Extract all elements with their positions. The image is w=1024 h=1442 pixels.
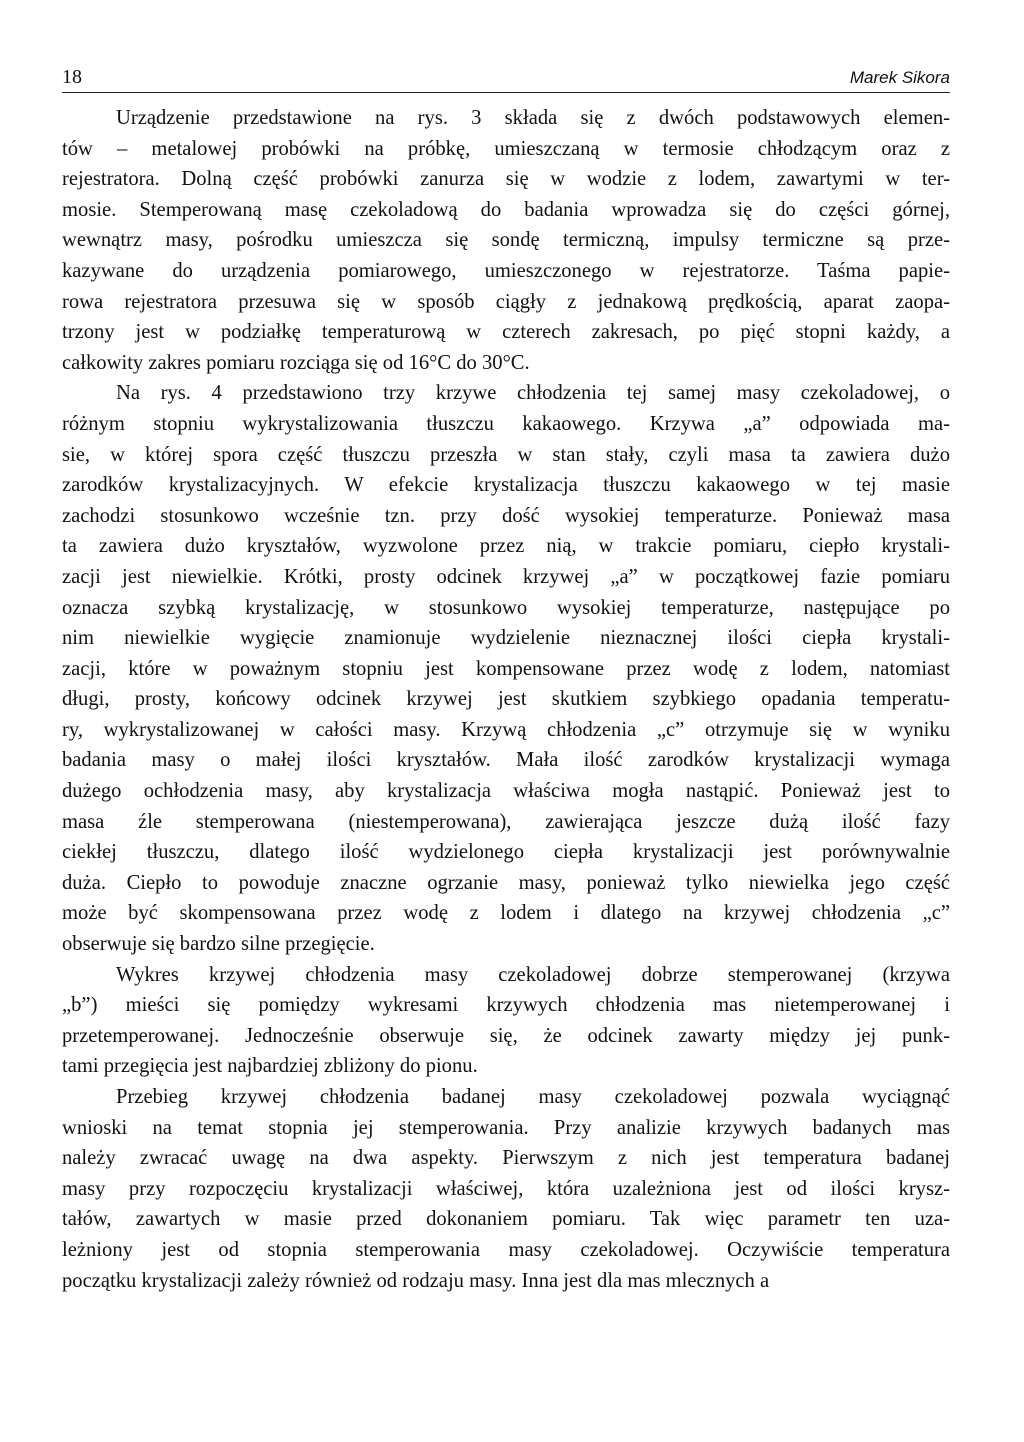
text-line: mosie. Stemperowaną masę czekoladową do badania wprowadza się do części górnej, [62,198,950,221]
text-line: badania masy o małej ilości kryształów. Mała ilość zarodków krystalizacji wymaga [62,749,950,772]
text-line: ta zawiera dużo kryształów, wyzwolone przez nią, w trakcie pomiaru, ciepło krystali- [62,535,950,558]
text-line: wewnątrz masy, pośrodku umieszcza się sondę termiczną, impulsy termiczne są prze- [62,229,950,252]
text-line: tów – metalowej probówki na próbkę, umieszczaną w termosie chłodzącym oraz z [62,137,950,160]
book-page [62,62,950,1296]
text-line: należy zwracać uwagę na dwa aspekty. Pierwszym z nich jest temperatura badanej [62,1147,950,1170]
text-line: tami przegięcia jest najbardziej zbliżony do pionu. [62,1055,478,1078]
text-line: długi, prosty, końcowy odcinek krzywej jest skutkiem szybkiego opadania temperatu- [62,688,950,711]
text-line: zacji, które w poważnym stopniu jest kompensowane przez wodę z lodem, natomiast [62,657,950,680]
text-line: rowa rejestratora przesuwa się w sposób ciągły z jednakową prędkością, aparat zaopa- [62,290,950,313]
text-line: Urządzenie przedstawione na rys. 3 składa się z dwóch podstawowych elemen- [116,107,950,129]
running-header [62,62,950,93]
text-line: zarodków krystalizacyjnych. W efekcie krystalizacja tłuszczu kakaowego w tej masie [62,474,950,497]
text-line: trzony jest w podziałkę temperaturową w czterech zakresach, po pięć stopni każdy, a [62,321,950,344]
text-line: sie, w której spora część tłuszczu przeszła w stan stały, czyli masa ta zawiera dużo [62,443,950,466]
paragraph [62,960,950,1082]
text-line: może być skompensowana przez wodę z lodem i dlatego na krzywej chłodzenia „c” [62,902,950,925]
text-line: nim niewielkie wygięcie znamionuje wydzielenie nieznacznej ilości ciepła krystali- [62,627,950,650]
text-line: zacji jest niewielkie. Krótki, prosty odcinek krzywej „a” w początkowej fazie pomiaru [62,565,950,588]
page-number: 18 [62,66,82,88]
text-line: całkowity zakres pomiaru rozciąga się od 16°C do 30°C. [62,351,530,374]
body-text [62,103,950,1296]
text-line: kazywane do urządzenia pomiarowego, umieszczonego w rejestratorze. Taśma papie- [62,259,950,282]
text-line: „b”) mieści się pomiędzy wykresami krzywych chłodzenia mas nietemperowanej i [62,994,950,1017]
text-line: rejestratora. Dolną część probówki zanurza się w wodzie z lodem, zawartymi w ter- [62,168,950,191]
text-line: leżniony jest od stopnia stemperowania masy czekoladowej. Oczywiście temperatura [62,1238,950,1261]
text-line: zachodzi stosunkowo wcześnie tzn. przy dość wysokiej temperaturze. Ponieważ masa [62,504,950,527]
text-line: ry, wykrystalizowanej w całości masy. Krzywą chłodzenia „c” otrzymuje się w wyniku [62,718,950,741]
text-line: różnym stopniu wykrystalizowania tłuszczu kakaowego. Krzywa „a” odpowiada ma- [62,412,950,435]
text-line: tałów, zawartych w masie przed dokonaniem pomiaru. Tak więc parametr ten uza- [62,1208,950,1231]
paragraph [62,378,950,959]
text-line: Przebieg krzywej chłodzenia badanej masy czekoladowej pozwala wyciągnąć [116,1086,950,1108]
paragraph [62,1082,950,1296]
text-line: Wykres krzywej chłodzenia masy czekoladowej dobrze stemperowanej (krzywa [116,963,950,986]
paragraph [62,103,950,378]
text-line: wnioski na temat stopnia jej stemperowania. Przy analizie krzywych badanych mas [62,1116,950,1139]
text-line: dużego ochłodzenia masy, aby krystalizacja właściwa mogła nastąpić. Ponieważ jest to [62,780,950,803]
running-header-author: Marek Sikora [849,68,950,87]
text-line: masy przy rozpoczęciu krystalizacji właściwej, która uzależniona jest od ilości krysz- [62,1177,950,1200]
text-line: przetemperowanej. Jednocześnie obserwuje się, że odcinek zawarty między jej punk- [62,1024,950,1047]
text-line: ciekłej tłuszczu, dlatego ilość wydzielonego ciepła krystalizacji jest porównywalnie [62,841,950,864]
text-line: oznacza szybką krystalizację, w stosunkowo wysokiej temperaturze, następujące po [62,596,950,619]
text-line: Na rys. 4 przedstawiono trzy krzywe chłodzenia tej samej masy czekoladowej, o [116,382,950,405]
text-line: duża. Ciepło to powoduje znaczne ogrzanie masy, ponieważ tylko niewielka jego część [62,871,950,894]
text-line: początku krystalizacji zależy również od rodzaju masy. Inna jest dla mas mlecznych a [62,1269,770,1292]
text-line: obserwuje się bardzo silne przegięcie. [62,933,375,956]
text-line: masa źle stemperowana (niestemperowana), zawierająca jeszcze dużą ilość fazy [62,810,950,833]
